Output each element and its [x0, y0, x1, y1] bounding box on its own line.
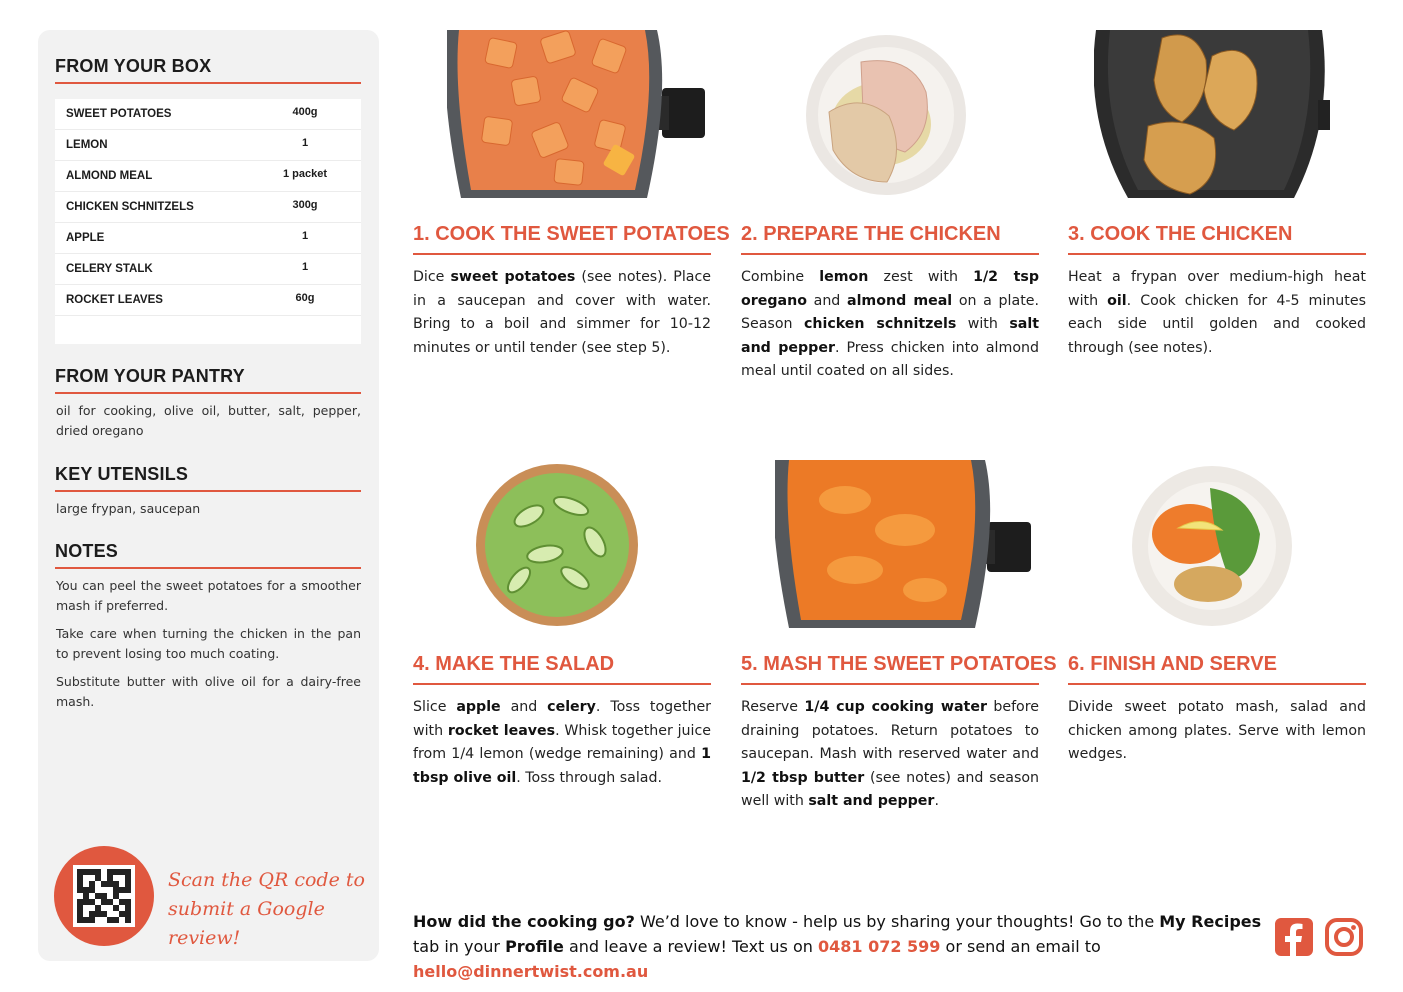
bold-ingredient: 1/2 tsp oregano [741, 269, 1040, 309]
footer-question: How did the cooking go? [413, 912, 635, 931]
step-body [413, 696, 711, 790]
footer-text: or send an email to [940, 937, 1101, 956]
qr-caption-line: submit a Google review! [168, 898, 325, 949]
step-rule [413, 683, 711, 685]
chicken-almond-plate-photo [801, 32, 971, 198]
ingredient-qty: 1 [301, 230, 309, 242]
ingredient-qty: 60g [295, 292, 315, 304]
bold-ingredient: 1/4 cup cooking water [804, 699, 987, 715]
pantry-text: oil for cooking, olive oil, butter, salt, pepper, dried oregano [56, 403, 361, 438]
step-title: 6. FINISH AND SERVE [1068, 653, 1277, 675]
facebook-icon[interactable] [1275, 918, 1313, 956]
table-row [55, 254, 361, 285]
footer-text: We’d love to know - help us by sharing your thoughts! Go to the [634, 912, 1160, 931]
heading-rule [55, 567, 361, 569]
step-text: . Press chicken into almond meal until coated on all sides. [741, 339, 1039, 379]
step-text: before draining potatoes. Return potatoes to saucepan. Mash with reserved water and [741, 699, 1039, 762]
note-item: Take care when turning the chicken in the pan to prevent losing too much coating. [56, 626, 361, 661]
step-body [1068, 266, 1366, 360]
ingredient-name: CELERY STALK [66, 263, 153, 275]
ingredient-qty: 300g [292, 199, 318, 211]
plated-meal-photo [1130, 464, 1294, 628]
my-recipes-link[interactable]: My Recipes [1159, 912, 1262, 931]
step-text: and [806, 292, 847, 309]
step-text: . Whisk together juice from 1/4 lemon (wedge remaining) and [413, 722, 711, 762]
sidebar-panel [38, 30, 379, 961]
step-body [741, 696, 1039, 814]
bold-ingredient: 1/2 tbsp butter [741, 769, 865, 786]
ingredient-qty: 400g [292, 106, 318, 118]
notes-list [56, 576, 361, 720]
table-row [55, 192, 361, 223]
chicken-frypan-photo [1094, 30, 1364, 198]
review-footer [413, 909, 1263, 984]
table-row [55, 161, 361, 192]
step-text: (see notes) and season well with [741, 769, 1040, 809]
table-row [55, 99, 361, 130]
step-text: on a plate. Season [741, 292, 1039, 332]
utensils-heading: KEY UTENSILS [55, 464, 189, 484]
footer-text: and leave a review! Text us on [563, 937, 818, 956]
bold-ingredient: celery [547, 699, 596, 715]
bold-ingredient: oil [1107, 292, 1127, 309]
step-text: Dice [413, 269, 451, 285]
ingredient-qty: 1 [301, 137, 309, 149]
table-row [55, 130, 361, 161]
step-title: 2. PREPARE THE CHICKEN [741, 223, 1001, 245]
step-rule [413, 253, 711, 255]
heading-rule [55, 392, 361, 394]
bold-ingredient: 1 tbsp olive oil [413, 746, 711, 786]
step-text: Heat a frypan over medium-high heat with [1068, 269, 1366, 309]
bold-ingredient: salt and pepper [808, 793, 935, 809]
step-text: . Toss together with [413, 699, 712, 739]
bold-ingredient: lemon [819, 269, 869, 285]
ingredient-qty: 1 [301, 261, 309, 273]
bold-ingredient: almond meal [847, 292, 953, 309]
step-rule [741, 253, 1039, 255]
step-title: 5. MASH THE SWEET POTATOES [741, 653, 1057, 675]
salad-bowl-photo [475, 462, 639, 628]
notes-heading: NOTES [55, 541, 119, 561]
instagram-icon[interactable] [1325, 918, 1363, 956]
step-text: Divide sweet potato mash, salad and chicken among plates. Serve with lemon wedges. [1068, 699, 1366, 762]
step-text: with [956, 316, 1010, 332]
ingredient-name: APPLE [66, 232, 105, 244]
step-text: (see notes). Place in a saucepan and cover with water. Bring to a boil and simmer for 10-12 minutes or until tender (see step 5). [413, 269, 711, 356]
step-title: 4. MAKE THE SALAD [413, 653, 615, 675]
step-text: Combine [741, 269, 820, 285]
from-box-heading: FROM YOUR BOX [55, 56, 212, 76]
sweet-potato-pot-photo [447, 30, 705, 198]
profile-link[interactable]: Profile [505, 937, 564, 956]
step-text: Reserve [741, 699, 805, 715]
heading-rule [55, 82, 361, 84]
step-text: Slice [413, 699, 457, 715]
qr-code-icon[interactable] [73, 865, 135, 927]
step-text: . Cook chicken for 4-5 minutes each side until golden and cooked through (see notes). [1068, 292, 1366, 356]
step-title: 3. COOK THE CHICKEN [1068, 223, 1293, 245]
ingredient-name: ALMOND MEAL [66, 170, 153, 182]
qr-caption-line: Scan the QR code to [168, 869, 365, 891]
step-body [1068, 696, 1366, 767]
ingredient-name: CHICKEN SCHNITZELS [66, 201, 194, 213]
step-rule [1068, 253, 1366, 255]
step-text: . [934, 793, 939, 809]
phone-link[interactable]: 0481 072 599 [817, 937, 941, 956]
ingredient-qty: 1 packet [282, 168, 328, 180]
step-text: and [500, 699, 548, 715]
table-row [55, 223, 361, 254]
step-rule [741, 683, 1039, 685]
bold-ingredient: apple [456, 699, 501, 715]
utensils-text: large frypan, saucepan [56, 501, 201, 516]
bold-ingredient: salt and pepper [741, 316, 1039, 356]
step-text: . Toss through salad. [516, 769, 662, 786]
step-body [741, 266, 1039, 384]
bold-ingredient: sweet potatoes [450, 269, 576, 285]
email-link[interactable]: hello@dinnertwist.com.au [413, 962, 649, 981]
sweet-potato-mash-photo [775, 460, 1031, 628]
table-row [55, 285, 361, 316]
ingredient-name: LEMON [66, 139, 108, 151]
pantry-heading: FROM YOUR PANTRY [55, 366, 245, 386]
step-rule [1068, 683, 1366, 685]
step-title: 1. COOK THE SWEET POTATOES [413, 223, 730, 245]
bold-ingredient: chicken schnitzels [803, 316, 957, 332]
note-item: You can peel the sweet potatoes for a smoother mash if preferred. [56, 578, 361, 613]
qr-code-badge[interactable] [54, 846, 154, 946]
heading-rule [55, 490, 361, 492]
ingredient-name: ROCKET LEAVES [66, 294, 163, 306]
note-item: Substitute butter with olive oil for a dairy-free mash. [56, 674, 361, 709]
step-body [413, 266, 711, 360]
bold-ingredient: rocket leaves [447, 722, 556, 739]
footer-text: tab in your [413, 937, 506, 956]
step-text: zest with [868, 269, 974, 285]
ingredient-name: SWEET POTATOES [66, 108, 172, 120]
ingredients-table [55, 99, 361, 344]
qr-caption [168, 866, 379, 953]
